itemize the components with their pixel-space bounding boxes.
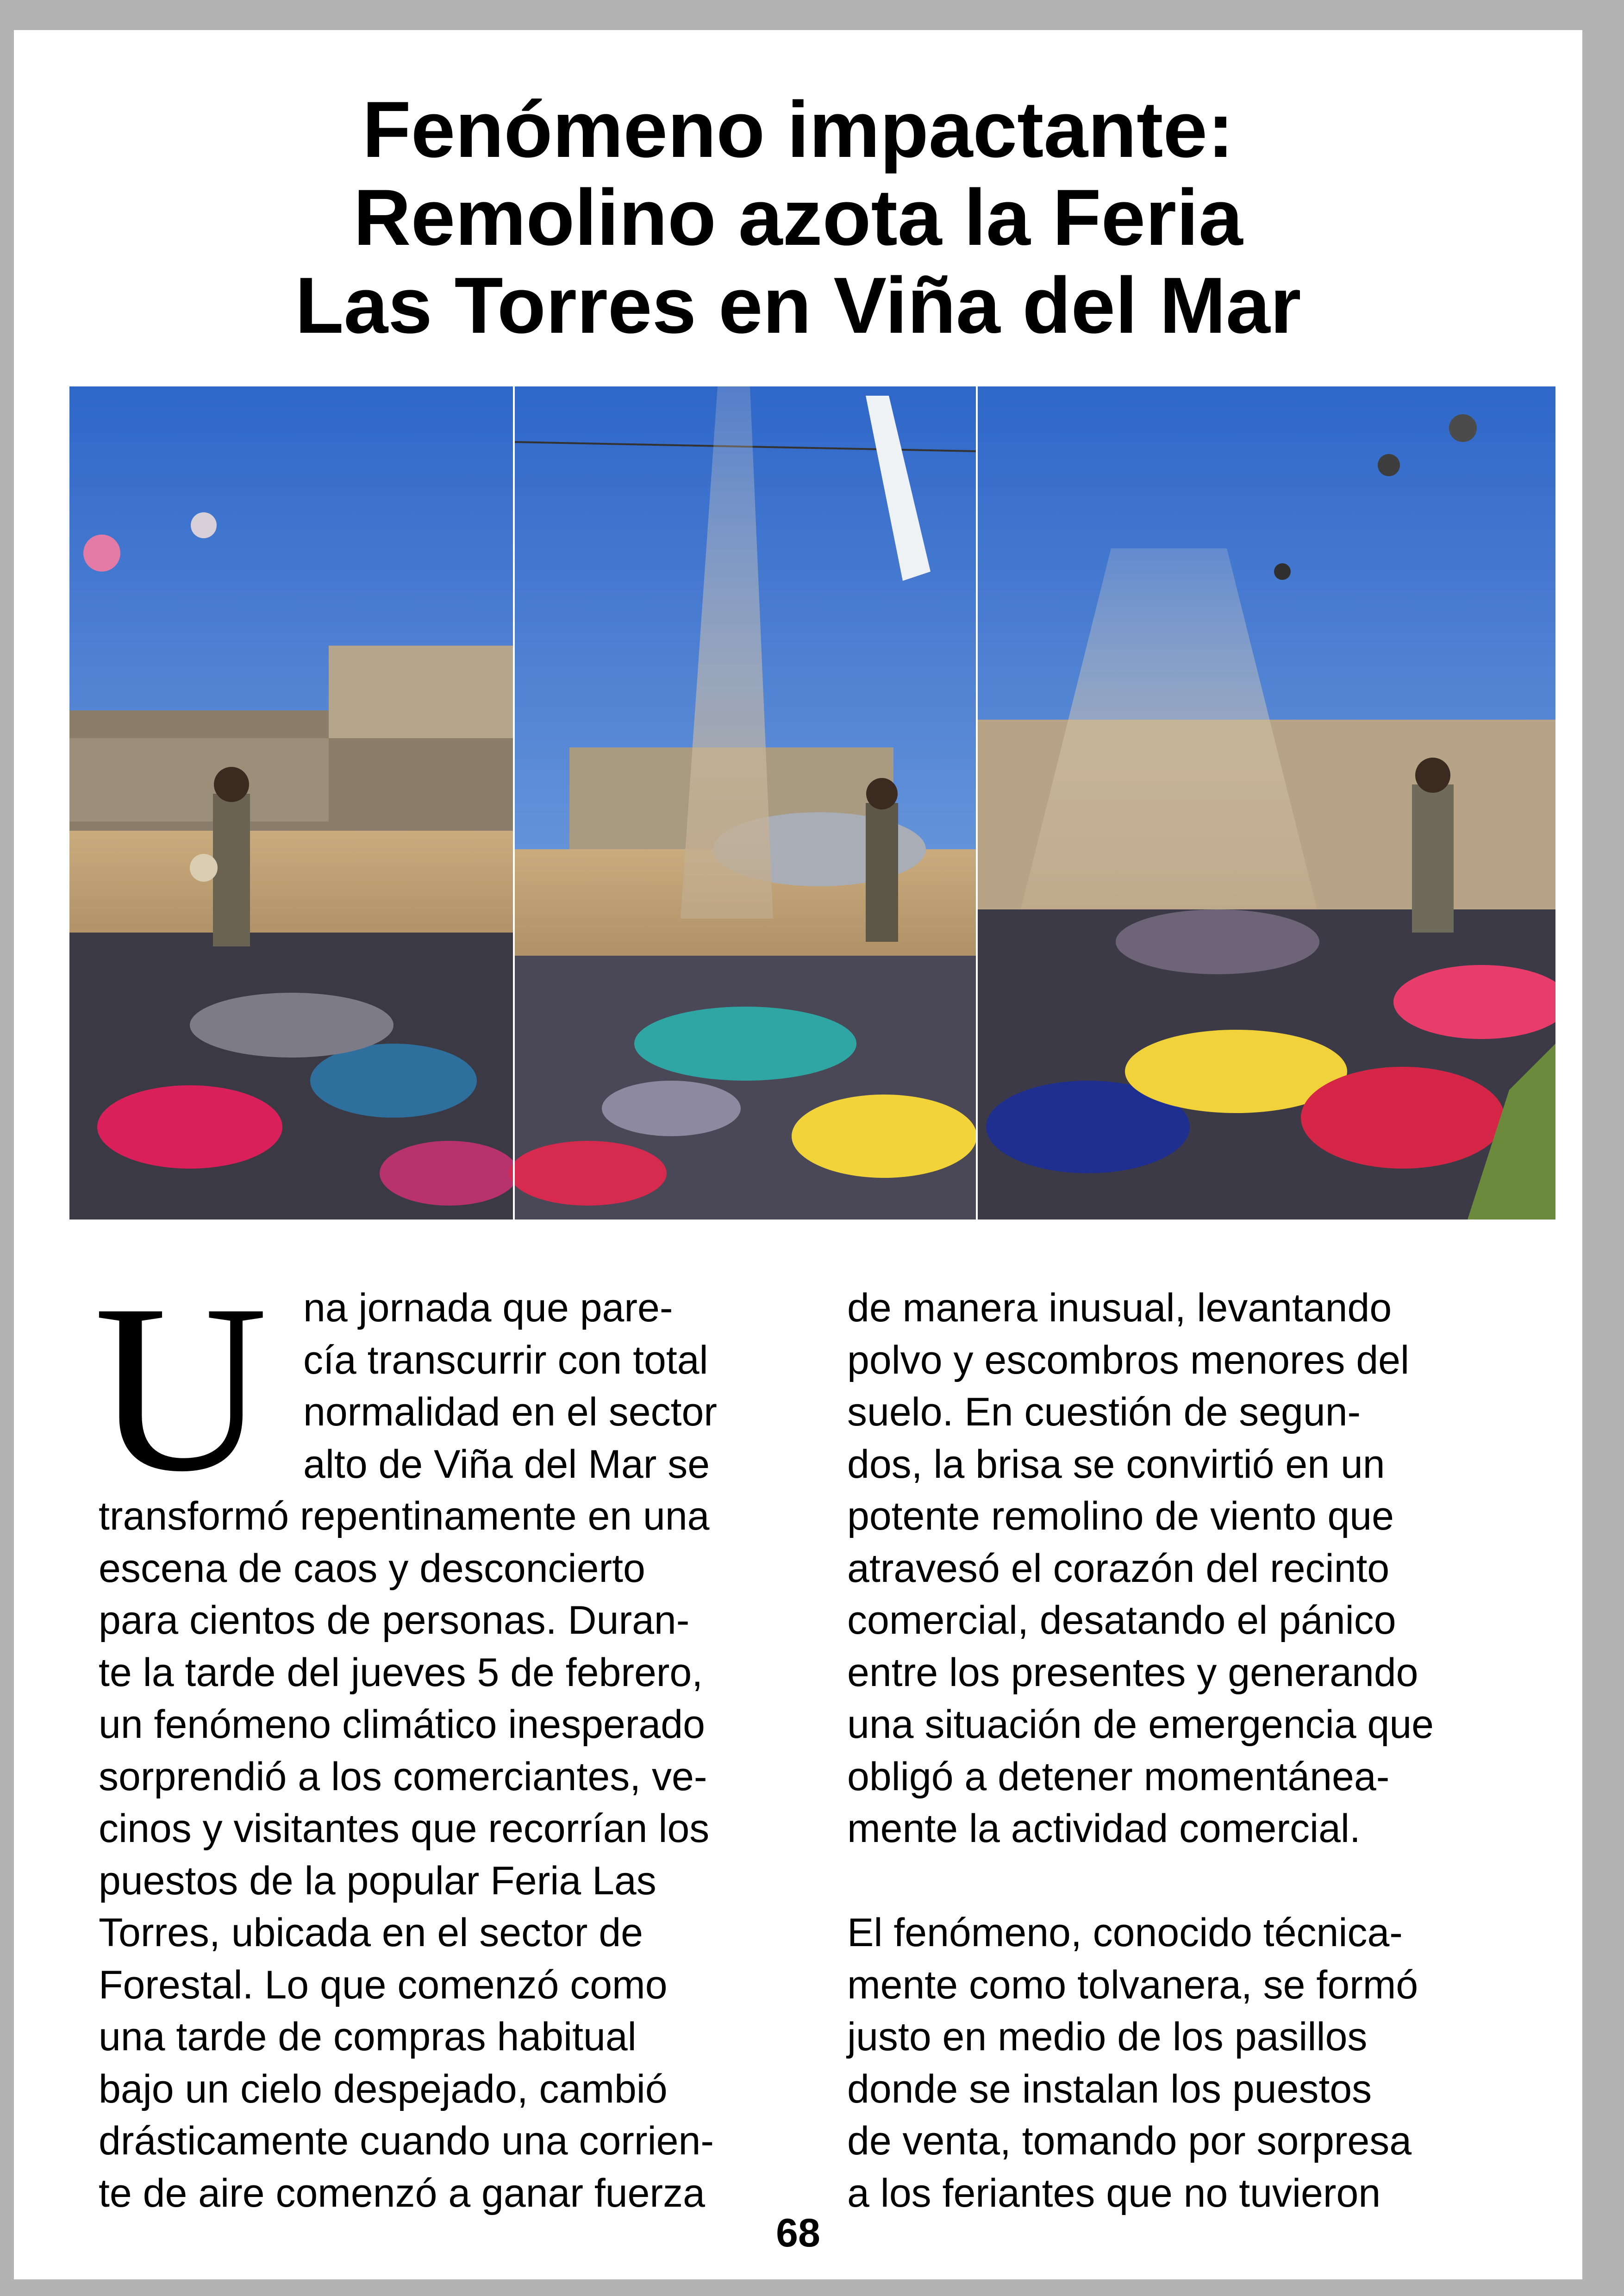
- text-line: justo en medio de los pasillos: [847, 2015, 1368, 2059]
- title-line: Las Torres en Viña del Mar: [295, 261, 1301, 350]
- title-line: Fenómeno impactante:: [362, 85, 1234, 174]
- text-line: te la tarde del jueves 5 de febrero,: [99, 1650, 703, 1695]
- text-line: de manera inusual, levantando: [847, 1286, 1392, 1330]
- text-line: drásticamente cuando una corrien-: [99, 2119, 714, 2163]
- text-line: mente la actividad comercial.: [847, 1806, 1361, 1851]
- text-line: obligó a detener momentánea-: [847, 1754, 1390, 1799]
- text-line: polvo y escombros menores del: [847, 1338, 1410, 1382]
- text-line: cía transcurrir con total: [303, 1338, 708, 1382]
- text-line: suelo. En cuestión de segun-: [847, 1390, 1361, 1434]
- page-number: 68: [776, 2211, 820, 2255]
- title-line: Remolino azota la Feria: [353, 173, 1243, 262]
- text-line: transformó repentinamente en una: [99, 1494, 710, 1538]
- text-line: una situación de emergencia que: [847, 1702, 1434, 1747]
- paragraph-gap: [847, 1855, 1542, 1907]
- text-line: El fenómeno, conocido técnica-: [847, 1910, 1403, 1955]
- text-line: sorprendió a los comerciantes, ve-: [99, 1754, 707, 1799]
- text-line: comercial, desatando el pánico: [847, 1598, 1396, 1643]
- text-line: mente como tolvanera, se formó: [847, 1962, 1418, 2007]
- article-column-right: [847, 1282, 1542, 2219]
- text-line: Torres, ubicada en el sector de: [99, 1910, 643, 1955]
- text-line: alto de Viña del Mar se: [303, 1442, 710, 1487]
- photo-panel-2: [509, 386, 977, 1220]
- text-line: atravesó el corazón del recinto: [847, 1546, 1390, 1591]
- text-line: normalidad en el sector: [303, 1390, 717, 1434]
- text-line: cinos y visitantes que recorrían los: [99, 1806, 710, 1851]
- text-line: na jornada que pare-: [303, 1286, 673, 1330]
- text-line: un fenómeno climático inesperado: [99, 1702, 705, 1747]
- text-line: donde se instalan los puestos: [847, 2066, 1372, 2111]
- text-line: dos, la brisa se convirtió en un: [847, 1442, 1385, 1487]
- text-line: escena de caos y desconcierto: [99, 1546, 645, 1591]
- article-photo: [69, 386, 1555, 1220]
- text-line: para cientos de personas. Duran-: [99, 1598, 690, 1643]
- magazine-page: [14, 30, 1582, 2279]
- text-line: una tarde de compras habitual: [99, 2015, 637, 2059]
- text-line: potente remolino de viento que: [847, 1494, 1394, 1538]
- text-line: puestos de la popular Feria Las: [99, 1858, 656, 1903]
- drop-cap: U: [94, 1255, 268, 1521]
- article-column-left: [94, 1255, 812, 2219]
- text-line: entre los presentes y generando: [847, 1650, 1418, 1695]
- photo-panel-1: [69, 386, 518, 1220]
- text-line: te de aire comenzó a ganar fuerza: [99, 2171, 705, 2215]
- text-line: Forestal. Lo que comenzó como: [99, 1962, 668, 2007]
- text-line: de venta, tomando por sorpresa: [847, 2119, 1412, 2163]
- photo-panel-3: [977, 386, 1555, 1220]
- text-line: bajo un cielo despejado, cambió: [99, 2066, 668, 2111]
- article-title: [14, 86, 1582, 349]
- text-line: a los feriantes que no tuvieron: [847, 2171, 1381, 2215]
